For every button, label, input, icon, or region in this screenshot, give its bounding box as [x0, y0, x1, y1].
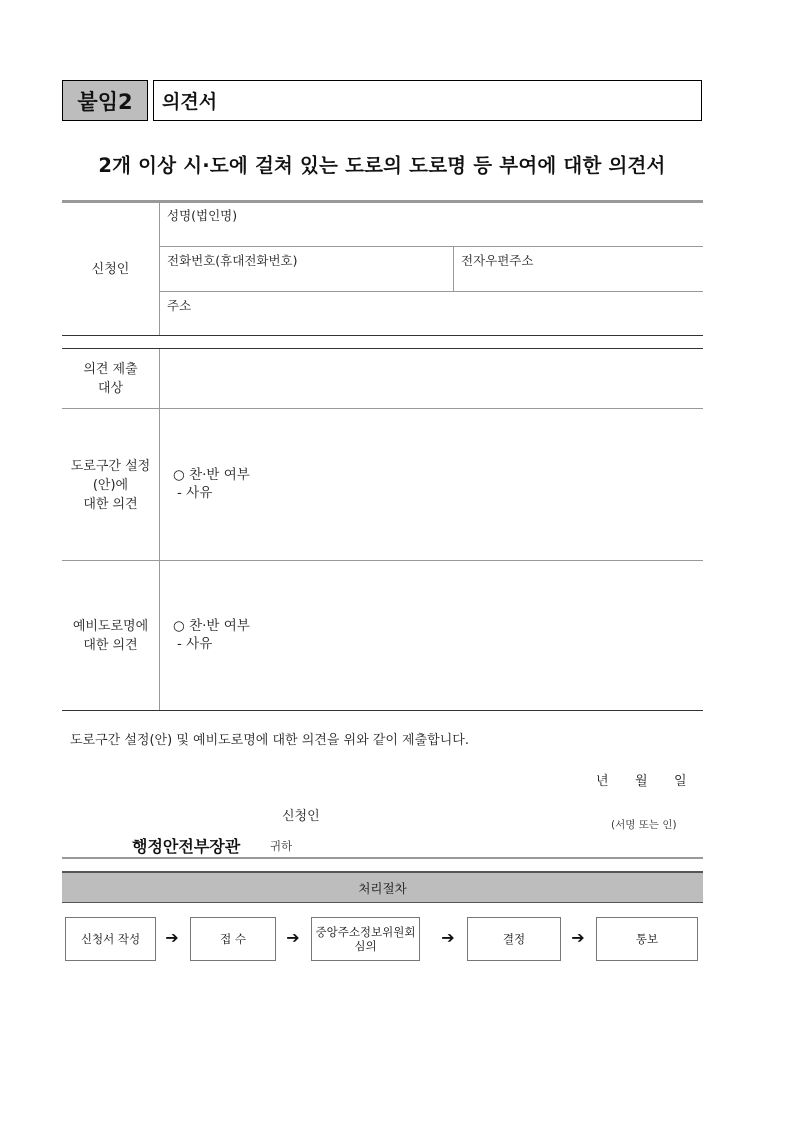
- phone-field[interactable]: [159, 251, 453, 291]
- target-label: [62, 360, 159, 398]
- arrow-right-icon: ➔: [441, 928, 455, 947]
- arrow-right-icon: ➔: [571, 928, 585, 947]
- address-field[interactable]: [159, 296, 703, 336]
- road-label-line-3: 대한 의견: [83, 497, 138, 512]
- process-step-receive: 접 수: [190, 917, 276, 961]
- arrow-right-icon: ➔: [165, 928, 179, 947]
- row-divider: [62, 408, 703, 409]
- opinion-bottom-border: [62, 710, 703, 711]
- target-label-line-2: 대상: [97, 381, 124, 396]
- prelim-section-label: [62, 617, 159, 655]
- email-field[interactable]: [453, 251, 703, 291]
- attachment-tag: 붙임2: [62, 80, 148, 121]
- process-step-decision: 결정: [467, 917, 561, 961]
- row-divider: [62, 560, 703, 561]
- road-reason: - 사유: [177, 485, 213, 501]
- process-step-notify: 통보: [596, 917, 698, 961]
- review-line-1: 중앙주소정보위원회: [315, 925, 416, 939]
- row-divider: [159, 246, 703, 247]
- process-header: 처리절차: [62, 871, 703, 903]
- arrow-right-icon: ➔: [286, 928, 300, 947]
- recipient: 행정안전부장관: [132, 837, 241, 856]
- address-label: 주소: [167, 298, 192, 313]
- email-label: 전자우편주소: [461, 253, 534, 268]
- review-line-2: 심의: [354, 939, 377, 953]
- name-label: 성명(법인명): [167, 208, 238, 223]
- signature-note: (서명 또는 인): [611, 819, 677, 831]
- process-step-review: [311, 917, 420, 961]
- signature-applicant-label: 신청인: [282, 809, 320, 824]
- phone-label: 전화번호(휴대전화번호): [167, 253, 298, 268]
- road-label-line-2: (안)에: [92, 478, 129, 493]
- target-field[interactable]: [160, 349, 703, 408]
- prelim-label-line-2: 대한 의견: [83, 638, 138, 653]
- road-section-label: [62, 457, 159, 514]
- statement-text: 도로구간 설정(안) 및 예비도로명에 대한 의견을 위와 같이 제출합니다.: [70, 733, 469, 748]
- signature-bottom-border: [62, 857, 703, 859]
- date-month: 월: [635, 774, 648, 789]
- row-divider: [159, 291, 703, 292]
- target-label-line-1: 의견 제출: [83, 362, 138, 377]
- prelim-approval-option: ○ 찬·반 여부: [173, 618, 250, 634]
- prelim-label-line-1: 예비도로명에: [72, 619, 149, 634]
- road-opinion[interactable]: [173, 466, 250, 502]
- applicant-section-label: 신청인: [91, 262, 130, 277]
- date-day: 일: [674, 774, 687, 789]
- process-step-apply: 신청서 작성: [65, 917, 156, 961]
- attachment-title: 의견서: [153, 80, 702, 121]
- road-label-line-1: 도로구간 설정: [70, 459, 151, 474]
- road-approval-option: ○ 찬·반 여부: [173, 467, 250, 483]
- prelim-reason: - 사유: [177, 636, 213, 652]
- prelim-opinion[interactable]: [173, 617, 250, 653]
- page-title: 2개 이상 시·도에 걸쳐 있는 도로의 도로명 등 부여에 대한 의견서: [98, 154, 666, 177]
- name-field[interactable]: [159, 206, 703, 246]
- applicant-bottom-border: [62, 335, 703, 336]
- recipient-honorific: 귀하: [270, 839, 293, 853]
- date-year: 년: [596, 774, 609, 789]
